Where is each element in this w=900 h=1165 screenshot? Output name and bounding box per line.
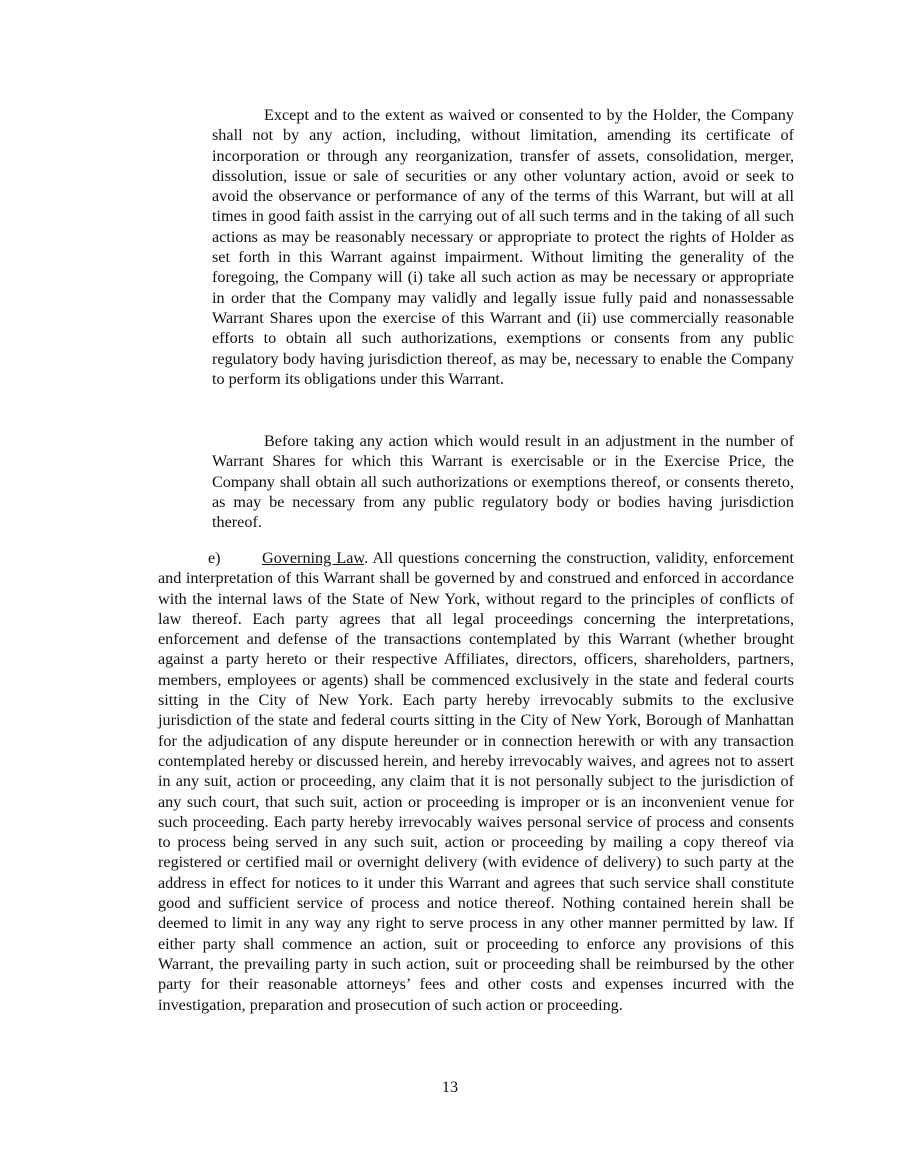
page-number: 13 xyxy=(441,1078,459,1096)
paragraph-1-text: Except and to the extent as waived or consented to by the Holder, the Company shall not by any action, including, without limitation, amending its certificate of incorporation or through any reorganization, transfer of assets, consolidation, merger, dissolution, issue or sale of securities or any other voluntary action, avoid or seek to avoid the observance or performance of any of the terms of this Warrant, but will at all times in good faith assist in the carrying out of all such terms and in the taking of all such actions as may be reasonably necessary or appropriate to protect the rights of Holder as set forth in this Warrant against impairment. Without limiting the generality of the foregoing, the Company will (i) take all such action as may be necessary or appropriate in order that the Company may validly and legally issue fully paid and nonassessable Warrant Shares upon the exercise of this Warrant and (ii) use commercially reasonable efforts to obtain all such authorizations, exemptions or consents from any public regulatory body having jurisdiction thereof, as may be, necessary to enable the Company to perform its obligations under this Warrant. xyxy=(212,106,794,388)
section-body: . All questions concerning the construction, validity, enforcement and interpretation of this Warrant shall be governed by and construed and enforced in accordance with the internal laws of the State of New York, without regard to the principles of conflicts of law thereof. Each party agrees that all legal proceedings concerning the interpretations, enforcement and defense of the transactions contemplated by this Warrant (whether brought against a party hereto or their respective Affiliates, directors, officers, shareholders, partners, members, employees or agents) shall be commenced exclusively in the state and federal courts sitting in the City of New York. Each party hereby irrevocably submits to the exclusive jurisdiction of the state and federal courts sitting in the City of New York, Borough of Manhattan for the adjudication of any dispute hereunder or in connection herewith or with any transaction contemplated hereby or discussed herein, and hereby irrevocably waives, and agrees not to assert in any suit, action or proceeding, any claim that it is not personally subject to the jurisdiction of any such court, that such suit, action or proceeding is improper or is an inconvenient venue for such proceeding. Each party hereby irrevocably waives personal service of process and consents to process being served in any such suit, action or proceeding by mailing a copy thereof via registered or certified mail or overnight delivery (with evidence of delivery) to such party at the address in effect for notices to it under this Warrant and agrees that such service shall constitute good and sufficient service of process and notice thereof. Nothing contained herein shall be deemed to limit in any way any right to serve process in any other manner permitted by law. If either party shall commence an action, suit or proceeding to enforce any provisions of this Warrant, the prevailing party in such action, suit or proceeding shall be reimbursed by the other party for their reasonable attorneys’ fees and other costs and expenses incurred with the investigation, preparation and prosecution of such action or proceeding. xyxy=(158,549,794,1014)
section-e-governing-law xyxy=(158,548,794,1015)
paragraph-no-impairment xyxy=(212,105,794,389)
paragraph-regulatory-approvals xyxy=(212,431,794,532)
section-label: e) xyxy=(208,549,221,567)
paragraph-2-text: Before taking any action which would result in an adjustment in the number of Warrant Shares for which this Warrant is exercisable or in the Exercise Price, the Company shall obtain all such authorizations or exemptions thereof, or consents thereto, as may be necessary from any public regulatory body or bodies having jurisdiction thereof. xyxy=(212,432,794,532)
section-heading: Governing Law xyxy=(262,549,365,567)
